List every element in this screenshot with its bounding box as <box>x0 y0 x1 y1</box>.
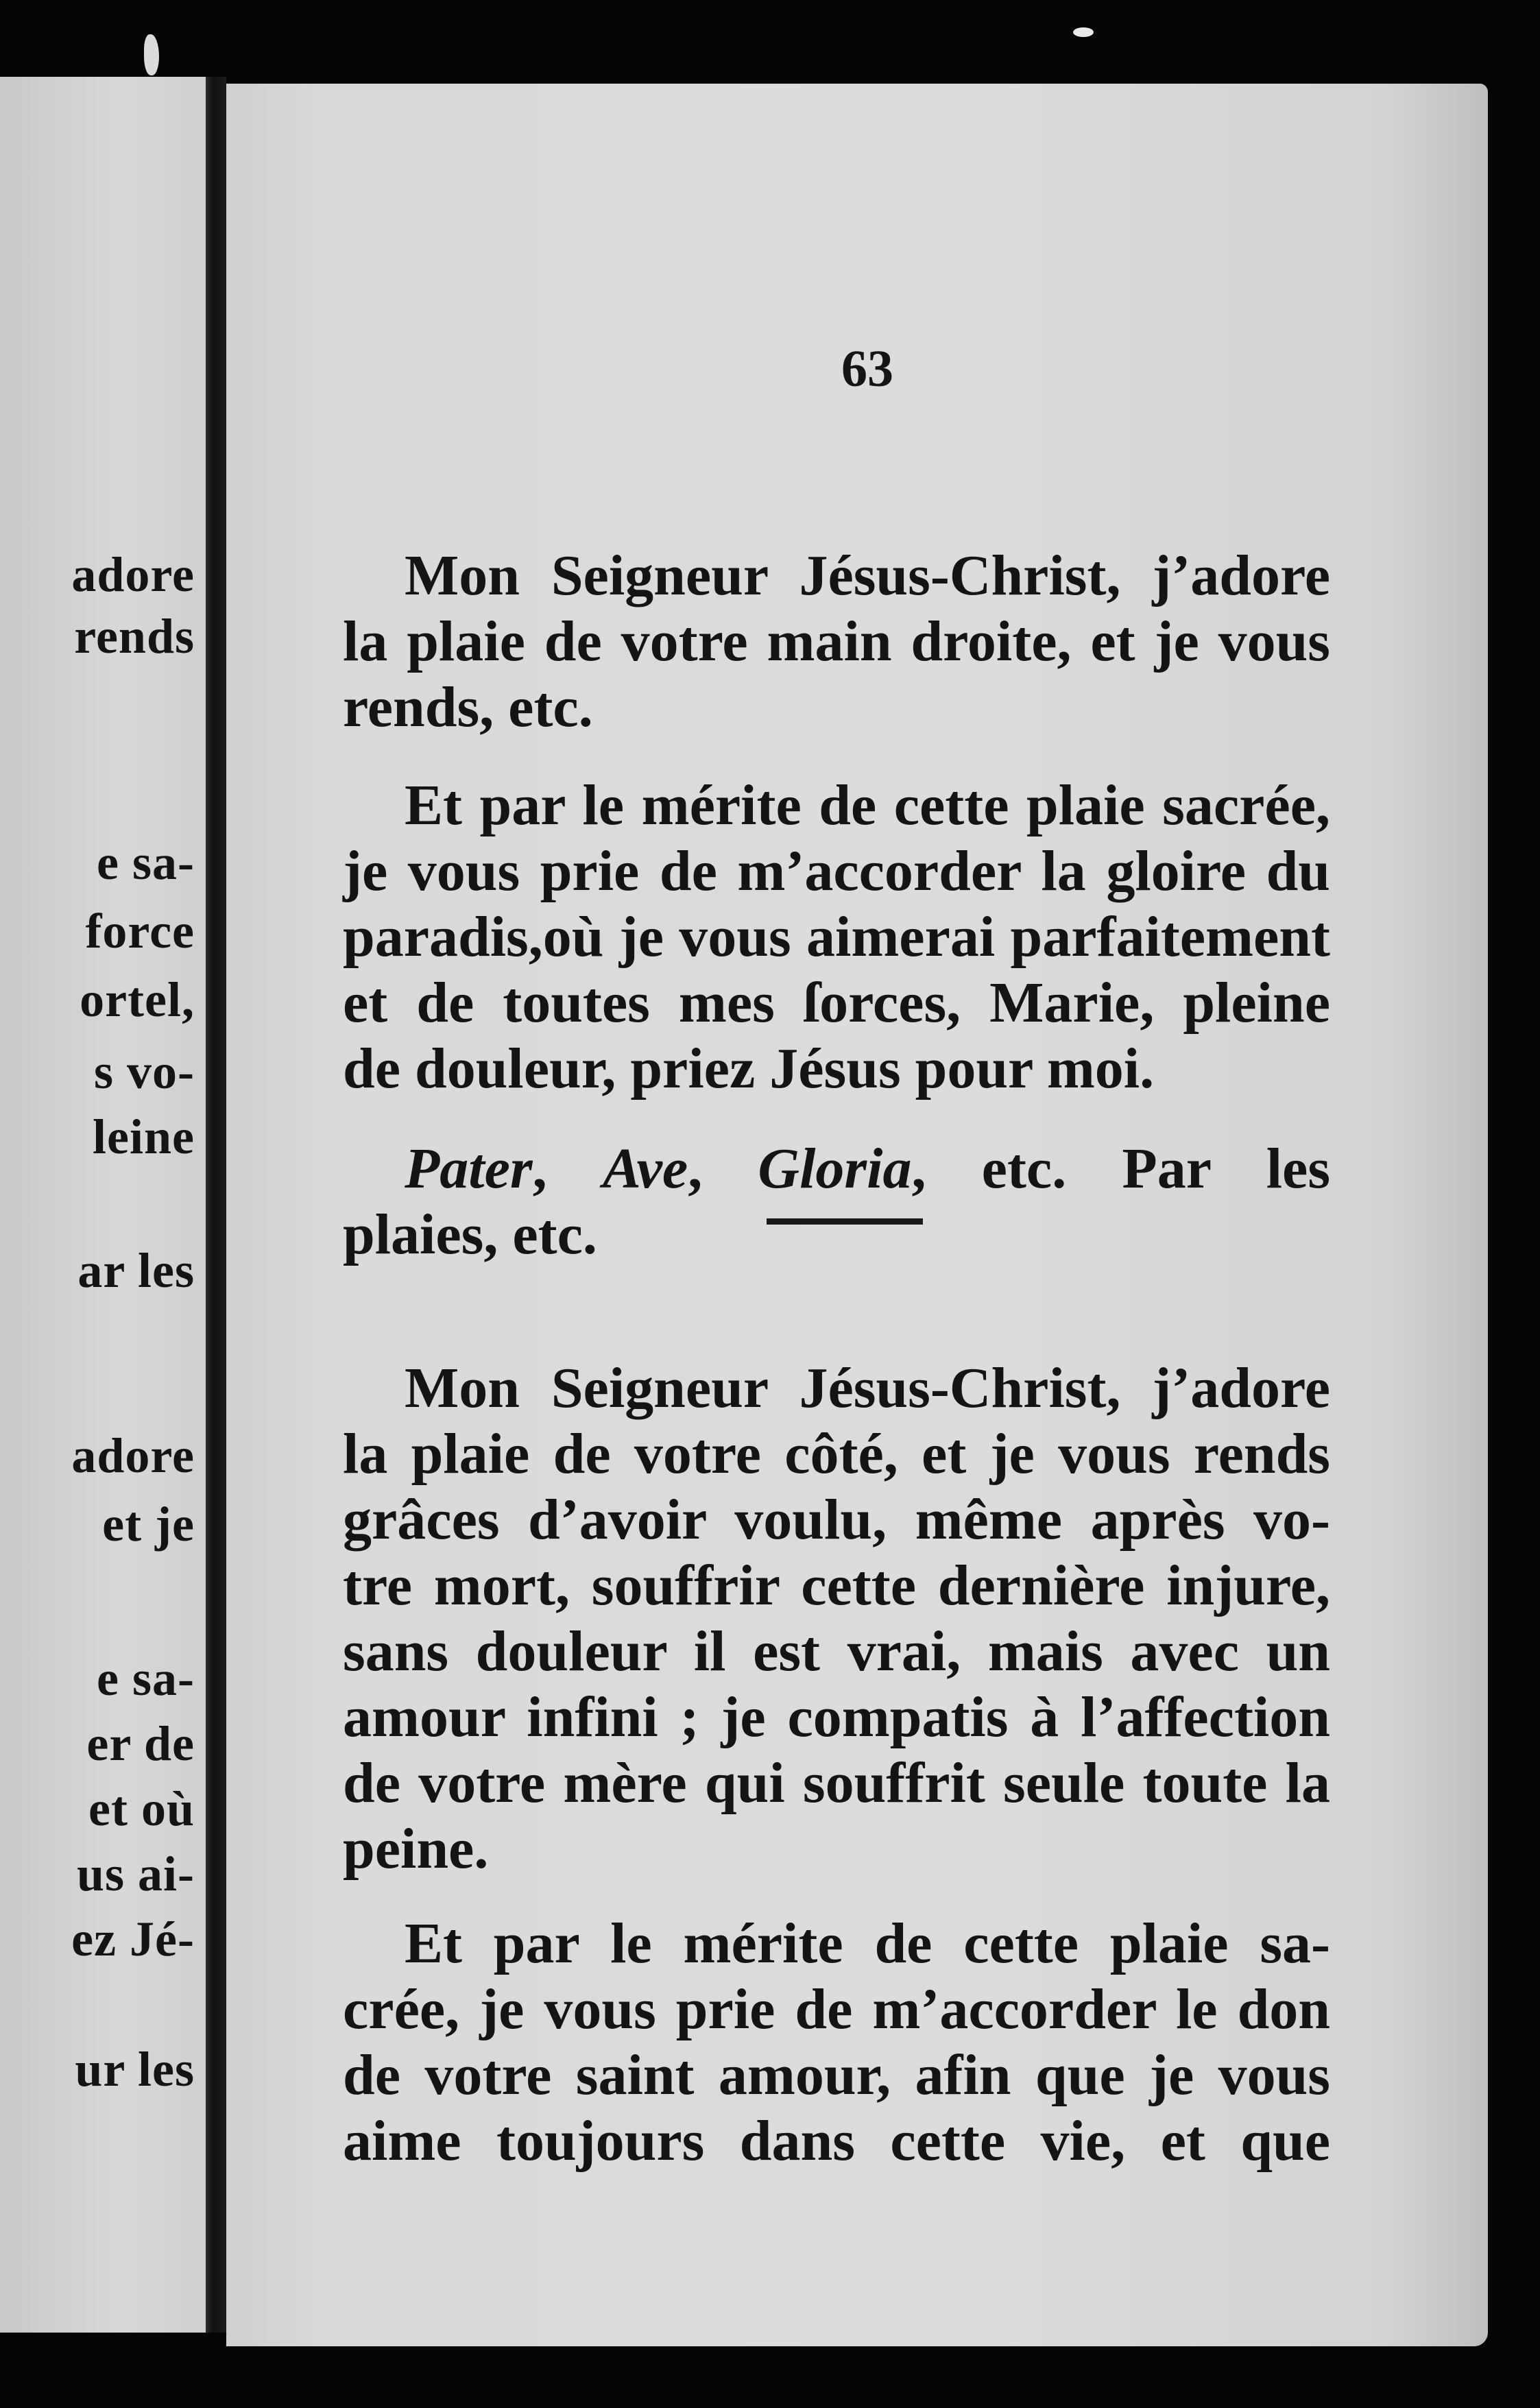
left-fragment-line: e sa- <box>97 835 195 890</box>
left-fragment-line: ez Jé- <box>71 1912 195 1966</box>
left-fragment-line: ortel, <box>80 972 195 1027</box>
text-line: paradis,où je vous aimerai parfaitement <box>343 905 1330 969</box>
paragraph-2 <box>343 773 1330 1102</box>
text-line: je vous prie de m’accorder la gloire du <box>343 839 1330 903</box>
text-line: aime toujours dans cette vie, et que <box>343 2109 1330 2173</box>
left-fragment-line: ur les <box>75 2042 195 2097</box>
text-line: de votre saint amour, afin que je vous <box>343 2043 1330 2107</box>
scan-artifact <box>1073 27 1094 37</box>
text-line: tre mort, souffrir cette dernière injure, <box>343 1554 1330 1617</box>
left-fragment-line: force <box>85 904 195 959</box>
left-fragment-line: e sa- <box>97 1651 195 1706</box>
left-fragment-line: adore <box>71 1428 195 1483</box>
text-line: et de toutes mes ſorces, Marie, pleine <box>343 971 1330 1035</box>
text-line: Mon Seigneur Jésus-Christ, j’adore <box>405 544 1330 607</box>
paragraph-1 <box>343 543 1330 741</box>
scan-artifact <box>144 34 159 75</box>
left-fragment-line: et je <box>102 1497 195 1552</box>
text-line: crée, je vous prie de m’accorder le don <box>343 1977 1330 2041</box>
text-line: de douleur, priez Jésus pour moi. <box>343 1037 1155 1100</box>
prayer-rest: etc. Par les <box>981 1137 1331 1201</box>
text-line: la plaie de votre main droite, et je vous <box>343 610 1330 673</box>
text-line: peine. <box>343 1817 489 1881</box>
left-facing-page <box>0 77 206 2333</box>
text-line: Et par le mérite de cette plaie sacrée, <box>405 773 1330 837</box>
left-fragment-line: adore <box>71 547 195 602</box>
text-line: Et par le mérite de cette plaie sa- <box>405 1912 1330 1975</box>
right-page <box>226 84 1488 2346</box>
text-line: grâces d’avoir voulu, même après vo- <box>343 1488 1330 1552</box>
paragraph-prayers <box>343 1136 1330 1268</box>
prayer-pater: Pater <box>405 1137 533 1201</box>
text-line: Pater, Ave, Gloria, etc. Par les <box>405 1137 1331 1201</box>
page-number: 63 <box>841 340 893 398</box>
section-divider <box>767 1218 923 1225</box>
text-line: sans douleur il est vrai, mais avec un <box>343 1620 1330 1683</box>
text-line: amour infini ; je compatis à l’affection <box>343 1685 1330 1749</box>
prayer-gloria: Gloria <box>758 1137 912 1201</box>
text-line: plaies, etc. <box>343 1203 597 1266</box>
text-line: rends, etc. <box>343 675 593 739</box>
text-line: la plaie de votre côté, et je vous rends <box>343 1422 1330 1486</box>
left-fragment-line: rends <box>74 609 195 664</box>
text-line: de votre mère qui souffrit seule toute la <box>343 1751 1330 1815</box>
left-fragment-line: us ai- <box>76 1846 195 1901</box>
text-line: Mon Seigneur Jésus-Christ, j’adore <box>405 1356 1330 1420</box>
left-fragment-line: leine <box>93 1109 195 1164</box>
left-fragment-line: er de <box>86 1716 195 1771</box>
left-fragment-line: et où <box>88 1781 195 1836</box>
paragraph-5 <box>343 1911 1330 2174</box>
left-fragment-line: s vo- <box>94 1044 195 1099</box>
paragraph-4 <box>343 1356 1330 1882</box>
book-gutter <box>206 77 226 2333</box>
left-fragment-line: ar les <box>77 1243 195 1298</box>
prayer-ave: Ave <box>602 1137 688 1201</box>
